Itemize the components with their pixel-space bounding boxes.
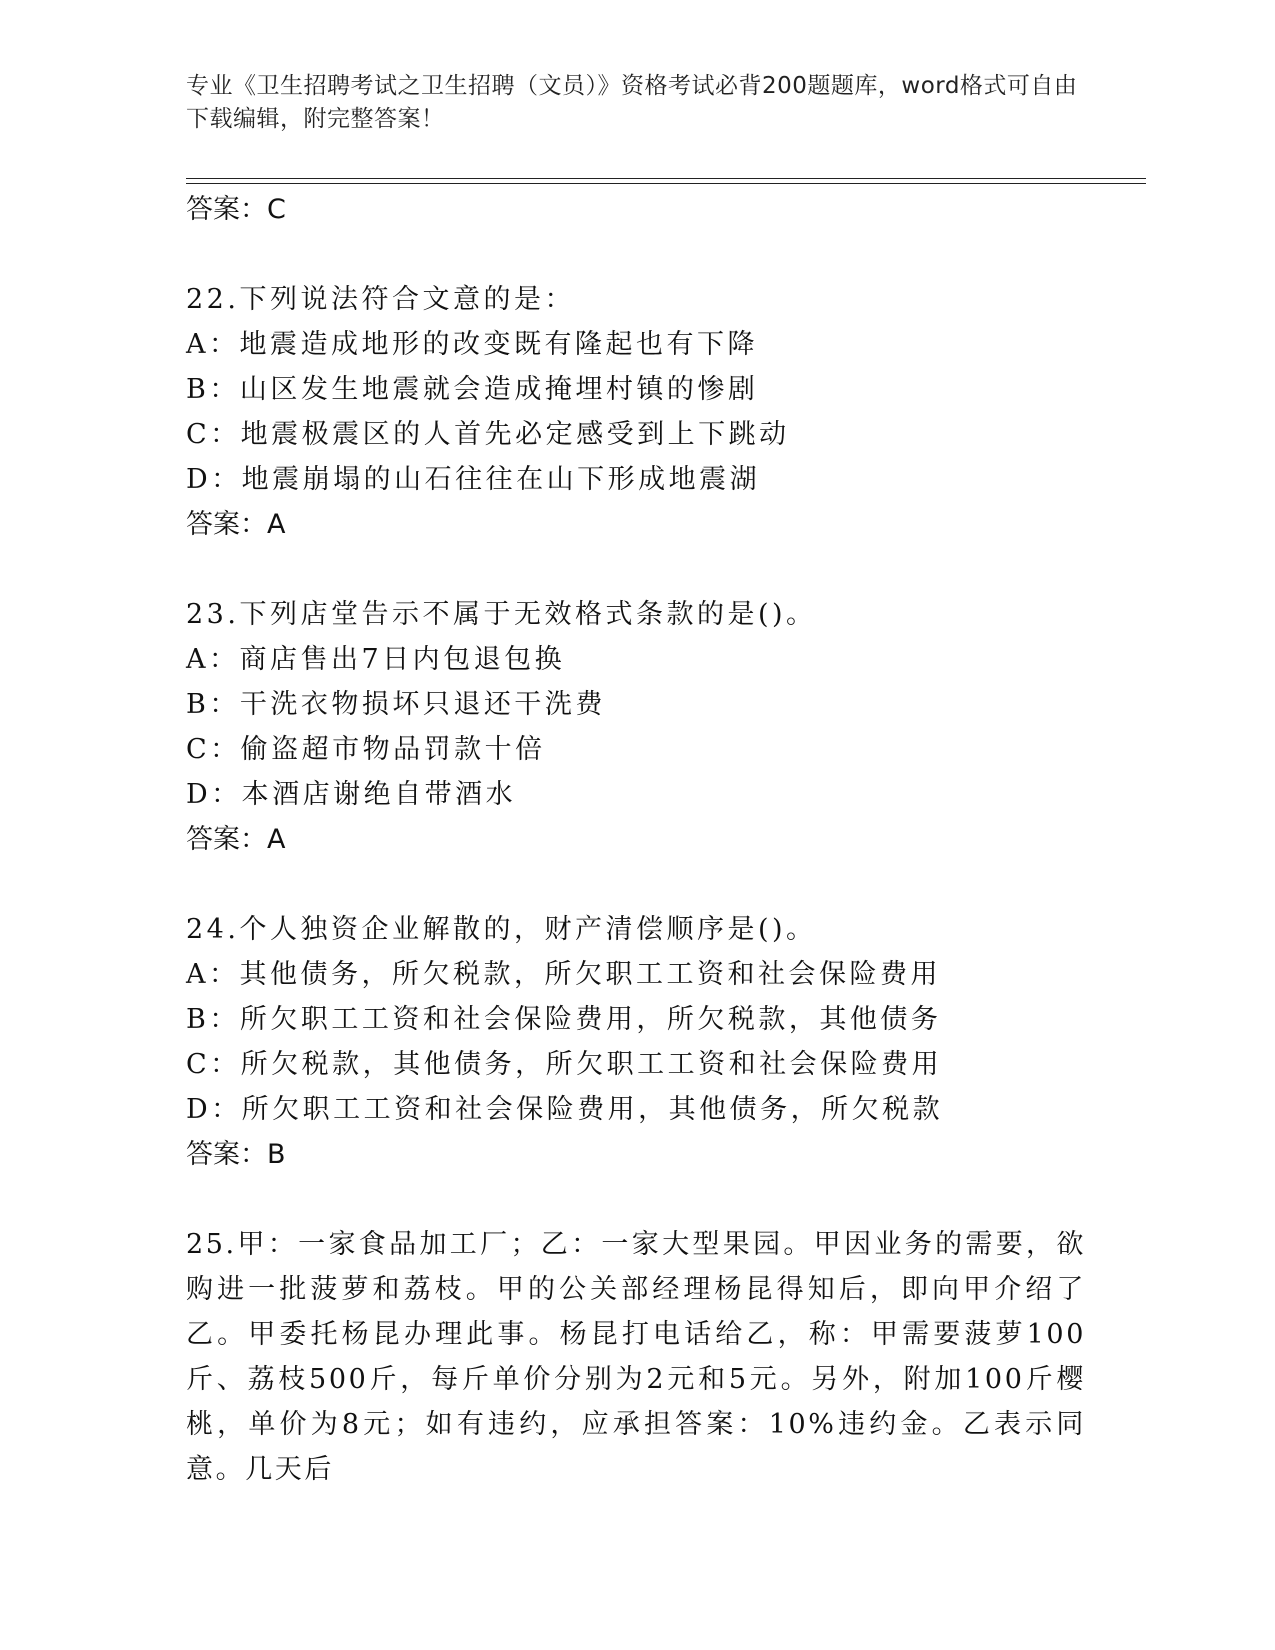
- answer-line: 答案：A: [186, 509, 286, 540]
- question-24: [186, 907, 1086, 1177]
- option-c: C：地震极震区的人首先必定感受到上下跳动: [186, 419, 790, 450]
- question-23: [186, 592, 1086, 862]
- option-b: B：干洗衣物损坏只退还干洗费: [186, 689, 606, 720]
- question-stem: 25.甲：一家食品加工厂；乙：一家大型果园。甲因业务的需要，欲购进一批菠萝和荔枝。甲的公关部经理杨昆得知后，即向甲介绍了乙。甲委托杨昆办理此事。杨昆打电话给乙，称：甲需要菠萝100斤、荔枝500斤，每斤单价分别为2元和5元。另外，附加100斤樱桃，单价为8元；如有违约，应承担答案：10%违约金。乙表示同意。几天后: [186, 1229, 1086, 1485]
- answer-line: 答案：A: [186, 824, 286, 855]
- document-body: [186, 187, 1086, 1492]
- question-stem: 22.下列说法符合文意的是：: [186, 284, 575, 315]
- option-a: A：商店售出7日内包退包换: [186, 644, 566, 675]
- option-c: C：偷盗超市物品罚款十倍: [186, 734, 546, 765]
- option-a: A：其他债务，所欠税款，所欠职工工资和社会保险费用: [186, 959, 941, 990]
- option-b: B：所欠职工工资和社会保险费用，所欠税款，其他债务: [186, 1004, 942, 1035]
- question-22: [186, 277, 1086, 547]
- option-d: D：本酒店谢绝自带酒水: [186, 779, 517, 810]
- option-a: A：地震造成地形的改变既有隆起也有下降: [186, 329, 758, 360]
- question-stem: 24.个人独资企业解散的，财产清偿顺序是()。: [186, 914, 817, 945]
- question-25: [186, 1222, 1086, 1492]
- answer-line: 答案：B: [186, 1139, 286, 1170]
- answer-line: 答案：C: [186, 194, 286, 225]
- option-b: B：山区发生地震就会造成掩埋村镇的惨剧: [186, 374, 759, 405]
- header-rule-bottom: [186, 183, 1146, 184]
- option-d: D：地震崩塌的山石往往在山下形成地震湖: [186, 464, 761, 495]
- page-header: 专业《卫生招聘考试之卫生招聘（文员）》资格考试必背200题题库，word格式可自由下载编辑，附完整答案！: [186, 73, 1078, 132]
- option-d: D：所欠职工工资和社会保险费用，其他债务，所欠税款: [186, 1094, 944, 1125]
- question-stem: 23.下列店堂告示不属于无效格式条款的是()。: [186, 599, 817, 630]
- option-c: C：所欠税款，其他债务，所欠职工工资和社会保险费用: [186, 1049, 943, 1080]
- header-rule-top: [186, 178, 1146, 179]
